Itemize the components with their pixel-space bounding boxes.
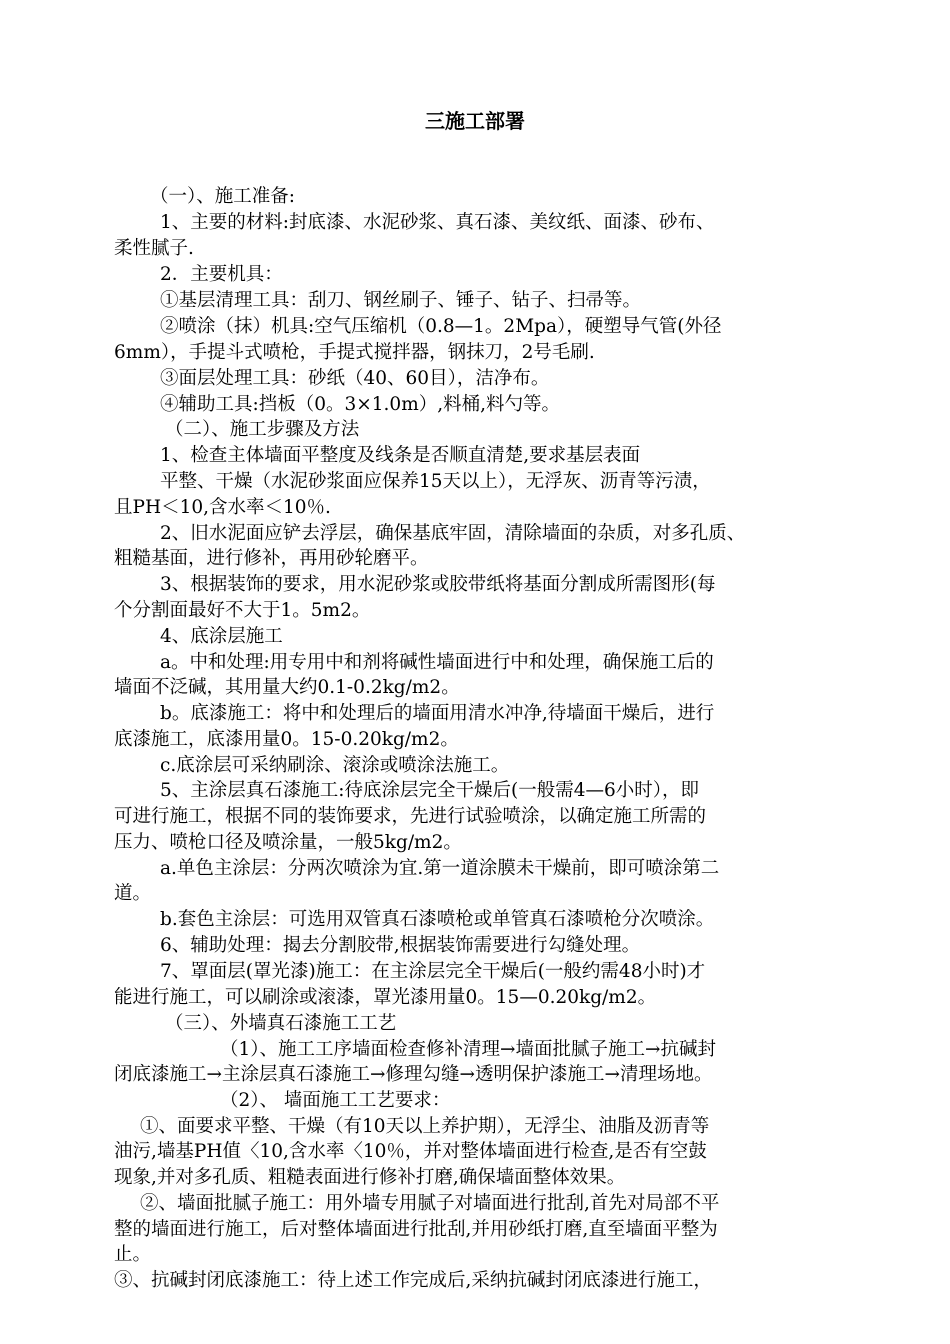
text-line: b.套色主涂层：可选用双管真石漆喷枪或单管真石漆喷枪分次喷涂。 <box>160 909 715 930</box>
text-line: ③、抗碱封闭底漆施工：待上述工作完成后,采纳抗碱封闭底漆进行施工， <box>114 1270 712 1291</box>
text-line: 粗糙基面，进行修补，再用砂轮磨平。 <box>114 548 429 569</box>
text-line: ②、墙面批腻子施工：用外墙专用腻子对墙面进行批刮,首先对局部不平 <box>140 1193 720 1214</box>
text-line: 柔性腻子. <box>114 238 194 259</box>
text-line: ②喷涂（抹）机具:空气压缩机（0.8—1。2Mpa），硬塑导气管(外径 <box>160 316 722 337</box>
text-line: （2）、 墙面施工工艺要求： <box>220 1090 451 1111</box>
text-line: b。底漆施工：将中和处理后的墙面用清水冲净,待墙面干燥后，进行 <box>160 703 715 724</box>
text-line: （二）、施工步骤及方法 <box>165 419 360 440</box>
text-line: （三）、外墙真石漆施工工艺 <box>165 1013 397 1034</box>
text-line: 油污,墙基PH值〈10,含水率〈10％，并对整体墙面进行检查,是否有空鼓 <box>114 1141 707 1162</box>
text-line: 且PH＜10,含水率＜10％. <box>114 497 331 518</box>
text-line: 7、罩面层(罩光漆)施工：在主涂层完全干燥后(一般约需48小时)才 <box>160 961 706 982</box>
text-line: 个分割面最好不大于1。5m2。 <box>114 600 371 621</box>
text-line: ③面层处理工具：砂纸（40、60目），洁净布。 <box>160 368 550 389</box>
page-title: 三施工部署 <box>425 109 525 133</box>
text-line: a.单色主涂层：分两次喷涂为宜.第一道涂膜未干燥前，即可喷涂第二 <box>160 858 720 879</box>
text-line: 底漆施工，底漆用量0。15-0.20kg/m2。 <box>114 729 459 750</box>
text-line: ④辅助工具:挡板（0。3×1.0m）,料桶,料勺等。 <box>160 394 561 415</box>
text-line: 1、检查主体墙面平整度及线条是否顺直清楚,要求基层表面 <box>160 445 641 466</box>
text-line: 能进行施工，可以刷涂或滚漆，罩光漆用量0。15—0.20kg/m2。 <box>114 987 657 1008</box>
text-line: 平整、干燥（水泥砂浆面应保养15天以上），无浮灰、沥青等污渍， <box>160 471 711 492</box>
text-line: （1）、施工工序墙面检查修补清理→墙面批腻子施工→抗碱封 <box>220 1039 717 1060</box>
text-line: 2、旧水泥面应铲去浮层，确保基底牢固，清除墙面的杂质，对多孔质、 <box>160 523 746 544</box>
text-line: 道。 <box>114 883 152 904</box>
text-line: 墙面不泛碱，其用量大约0.1-0.2kg/m2。 <box>114 677 460 698</box>
text-line: （一）、施工准备: <box>150 186 295 207</box>
text-line: c.底涂层可采纳刷涂、滚涂或喷涂法施工。 <box>160 755 510 776</box>
text-line: 6、辅助处理：揭去分割胶带,根据装饰需要进行勾缝处理。 <box>160 935 641 956</box>
text-line: 整的墙面进行施工，后对整体墙面进行批刮,并用砂纸打磨,直至墙面平整为 <box>114 1219 718 1240</box>
text-line: 可进行施工，根据不同的装饰要求，先进行试验喷涂，以确定施工所需的 <box>114 806 707 827</box>
text-line: 4、底涂层施工 <box>160 626 283 647</box>
text-line: 6mm），手提斗式喷枪，手提式搅拌器，钢抹刀，2号毛刷. <box>114 342 595 363</box>
text-line: 现象,并对多孔质、粗糙表面进行修补打磨,确保墙面整体效果。 <box>114 1167 626 1188</box>
text-line: a。中和处理:用专用中和剂将碱性墙面进行中和处理，确保施工后的 <box>160 652 714 673</box>
text-line: 5、主涂层真石漆施工:待底涂层完全干燥后(一般需4—6小时），即 <box>160 780 700 801</box>
text-line: 3、根据装饰的要求，用水泥砂浆或胶带纸将基面分割成所需图形(每 <box>160 574 716 595</box>
text-line: 闭底漆施工→主涂层真石漆施工→修理勾缝→透明保护漆施工→清理场地。 <box>114 1064 713 1085</box>
text-line: 1、主要的材料:封底漆、水泥砂浆、真石漆、美纹纸、面漆、砂布、 <box>160 212 715 233</box>
text-line: ①基层清理工具：刮刀、钢丝刷子、锤子、钻子、扫帚等。 <box>160 290 642 311</box>
text-line: ①、面要求平整、干燥（有10天以上养护期），无浮尘、油脂及沥青等 <box>140 1116 710 1137</box>
text-line: 止。 <box>114 1244 152 1265</box>
text-line: 压力、喷枪口径及喷涂量，一般5kg/m2。 <box>114 832 462 853</box>
text-line: 2．主要机具： <box>160 264 283 285</box>
